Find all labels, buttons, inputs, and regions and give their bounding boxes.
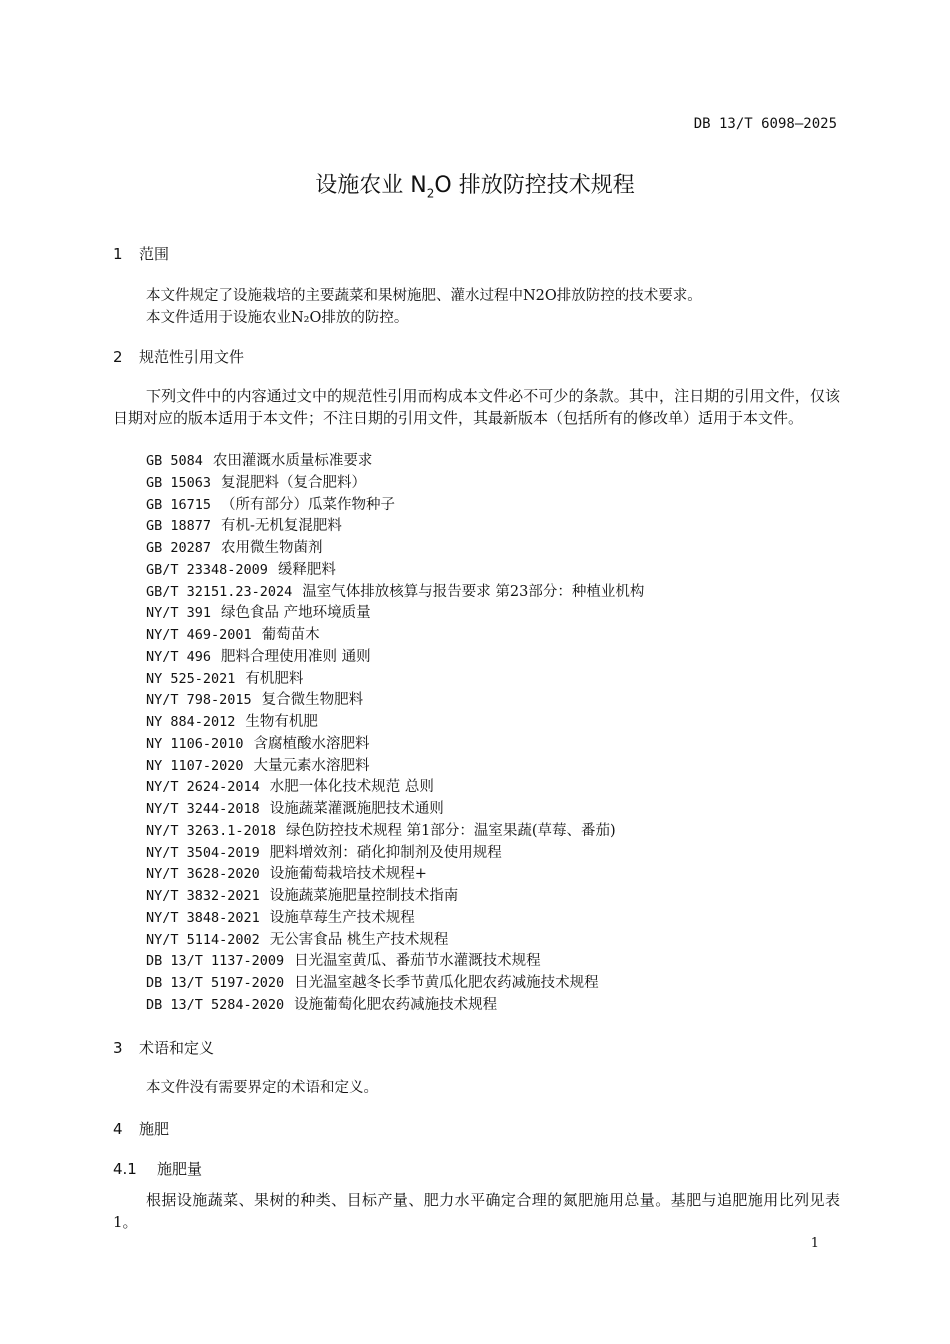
paragraph: 本文件规定了设施栽培的主要蔬菜和果树施肥、灌水过程中N2O排放防控的技术要求。 [146, 288, 702, 304]
reference-code: GB 18877 [146, 518, 212, 535]
reference-code: NY/T 2624-2014 [146, 779, 260, 796]
reference-title: 设施葡萄栽培技术规程+ [269, 866, 427, 883]
reference-title: 绿色食品 产地环境质量 [221, 605, 371, 622]
paragraph: 本文件适用于设施农业N₂O排放的防控。 [146, 310, 409, 326]
reference-title: 复混肥料（复合肥料） [221, 474, 367, 491]
document-code: DB 13/T 6098—2025 [693, 116, 837, 132]
reference-title: 设施蔬菜灌溉施肥技术通则 [269, 801, 444, 817]
section-number: 4 [113, 1120, 123, 1138]
reference-code: NY/T 3244-2018 [146, 801, 260, 817]
reference-code: DB 13/T 1137-2009 [146, 953, 285, 970]
paragraph: 本文件没有需要界定的术语和定义。 [146, 1080, 378, 1096]
reference-code: NY/T 3848-2021 [146, 909, 260, 926]
reference-item [146, 951, 644, 973]
section-title: 术语和定义 [139, 1039, 215, 1057]
reference-title: 有机肥料 [245, 670, 304, 687]
reference-code: NY/T 3628-2020 [146, 866, 260, 883]
reference-code: NY 1107-2020 [146, 757, 244, 774]
section-number: 2 [113, 348, 123, 366]
section-heading-fertilization [113, 1118, 169, 1139]
reference-item [146, 647, 644, 669]
reference-item [146, 821, 644, 843]
reference-title: 肥料合理使用准则 通则 [221, 648, 371, 665]
reference-item [146, 799, 644, 821]
section-title: 施肥 [139, 1120, 170, 1138]
reference-title: 设施葡萄化肥农药减施技术规程 [294, 996, 498, 1013]
paragraph: 根据设施蔬菜、果树的种类、目标产量、肥力水平确定合理的氮肥施用总量。基肥与追肥施用比列见表1。 [113, 1191, 840, 1231]
reference-code: GB 5084 [146, 453, 203, 469]
section-number: 3 [113, 1039, 123, 1057]
subsection-heading-fertilizer-amount [113, 1158, 202, 1179]
reference-item [146, 603, 644, 625]
reference-item [146, 451, 644, 473]
reference-code: DB 13/T 5197-2020 [146, 975, 285, 991]
reference-code: NY/T 3832-2021 [146, 888, 260, 904]
reference-title: 大量元素水溶肥料 [253, 757, 370, 774]
reference-item [146, 756, 644, 778]
reference-code: GB/T 23348-2009 [146, 561, 268, 578]
reference-code: GB/T 32151.23-2024 [146, 583, 293, 600]
reference-item [146, 712, 644, 734]
reference-title: 有机-无机复混肥料 [221, 518, 342, 535]
reference-item [146, 886, 644, 908]
reference-code: NY/T 469-2001 [146, 627, 252, 643]
reference-title: 生物有机肥 [245, 714, 318, 730]
section-heading-normative-references [113, 346, 244, 367]
section-heading-scope [113, 243, 169, 264]
reference-item [146, 777, 644, 799]
reference-code: GB 15063 [146, 474, 212, 491]
subsection-number: 4.1 [113, 1160, 137, 1178]
reference-title: 设施草莓生产技术规程 [269, 909, 415, 926]
reference-item [146, 495, 644, 517]
reference-code: NY/T 3504-2019 [146, 844, 260, 861]
reference-code: DB 13/T 5284-2020 [146, 996, 285, 1013]
reference-title: 含腐植酸水溶肥料 [253, 735, 370, 752]
section-title: 规范性引用文件 [139, 348, 245, 366]
reference-list [146, 451, 644, 1017]
reference-title: 肥料增效剂：硝化抑制剂及使用规程 [269, 844, 502, 861]
reference-item [146, 908, 644, 930]
reference-item [146, 864, 644, 886]
section-number: 1 [113, 245, 123, 263]
reference-title: 复合微生物肥料 [261, 692, 364, 709]
reference-code: NY/T 391 [146, 605, 212, 622]
reference-item [146, 690, 644, 712]
reference-item [146, 843, 644, 865]
reference-title: 水肥一体化技术规范 总则 [269, 779, 434, 796]
reference-item [146, 516, 644, 538]
paragraph-references-intro: 下列文件中的内容通过文中的规范性引用而构成本文件必不可少的条款。其中，注日期的引用文件，仅该日期对应的版本适用于本文件；不注日期的引用文件，其最新版本（包括所有的修改单）适用于本文件。 [113, 387, 840, 427]
section-heading-terms [113, 1037, 214, 1058]
reference-title: 无公害食品 桃生产技术规程 [269, 931, 449, 948]
reference-code: NY 525-2021 [146, 670, 236, 687]
reference-title: 缓释肥料 [277, 561, 336, 578]
reference-code: NY/T 3263.1-2018 [146, 822, 277, 839]
reference-code: NY/T 496 [146, 648, 212, 665]
title-text-before: 设施农业 N [315, 173, 427, 198]
title-text-after: O 排放防控技术规程 [434, 173, 635, 198]
reference-code: GB 20287 [146, 540, 212, 556]
reference-item [146, 582, 644, 604]
reference-title: 农用微生物菌剂 [221, 540, 323, 556]
reference-item [146, 995, 644, 1017]
reference-title: 农田灌溉水质量标准要求 [212, 453, 373, 469]
reference-item [146, 973, 644, 995]
reference-item [146, 669, 644, 691]
reference-code: GB 16715 [146, 496, 212, 513]
title-subscript: 2 [426, 186, 435, 201]
reference-title: 温室气体排放核算与报告要求 第23部分：种植业机构 [302, 583, 645, 600]
reference-item [146, 538, 644, 560]
reference-title: 日光温室越冬长季节黄瓜化肥农药减施技术规程 [294, 975, 599, 991]
reference-item [146, 625, 644, 647]
reference-item [146, 734, 644, 756]
document-title [0, 168, 950, 200]
page-number: 1 [810, 1236, 819, 1251]
reference-title: （所有部分）瓜菜作物种子 [221, 496, 396, 513]
reference-item [146, 560, 644, 582]
reference-item [146, 930, 644, 952]
reference-code: NY 884-2012 [146, 714, 236, 730]
reference-title: 葡萄苗木 [261, 627, 320, 643]
section-title: 范围 [139, 245, 170, 263]
reference-code: NY/T 798-2015 [146, 692, 252, 709]
reference-title: 日光温室黄瓜、番茄节水灌溉技术规程 [294, 953, 541, 970]
reference-item [146, 473, 644, 495]
reference-title: 设施蔬菜施肥量控制技术指南 [269, 888, 459, 904]
reference-title: 绿色防控技术规程 第1部分：温室果蔬(草莓、番茄) [286, 822, 616, 839]
reference-code: NY 1106-2010 [146, 735, 244, 752]
subsection-title: 施肥量 [157, 1160, 203, 1178]
reference-code: NY/T 5114-2002 [146, 931, 260, 948]
